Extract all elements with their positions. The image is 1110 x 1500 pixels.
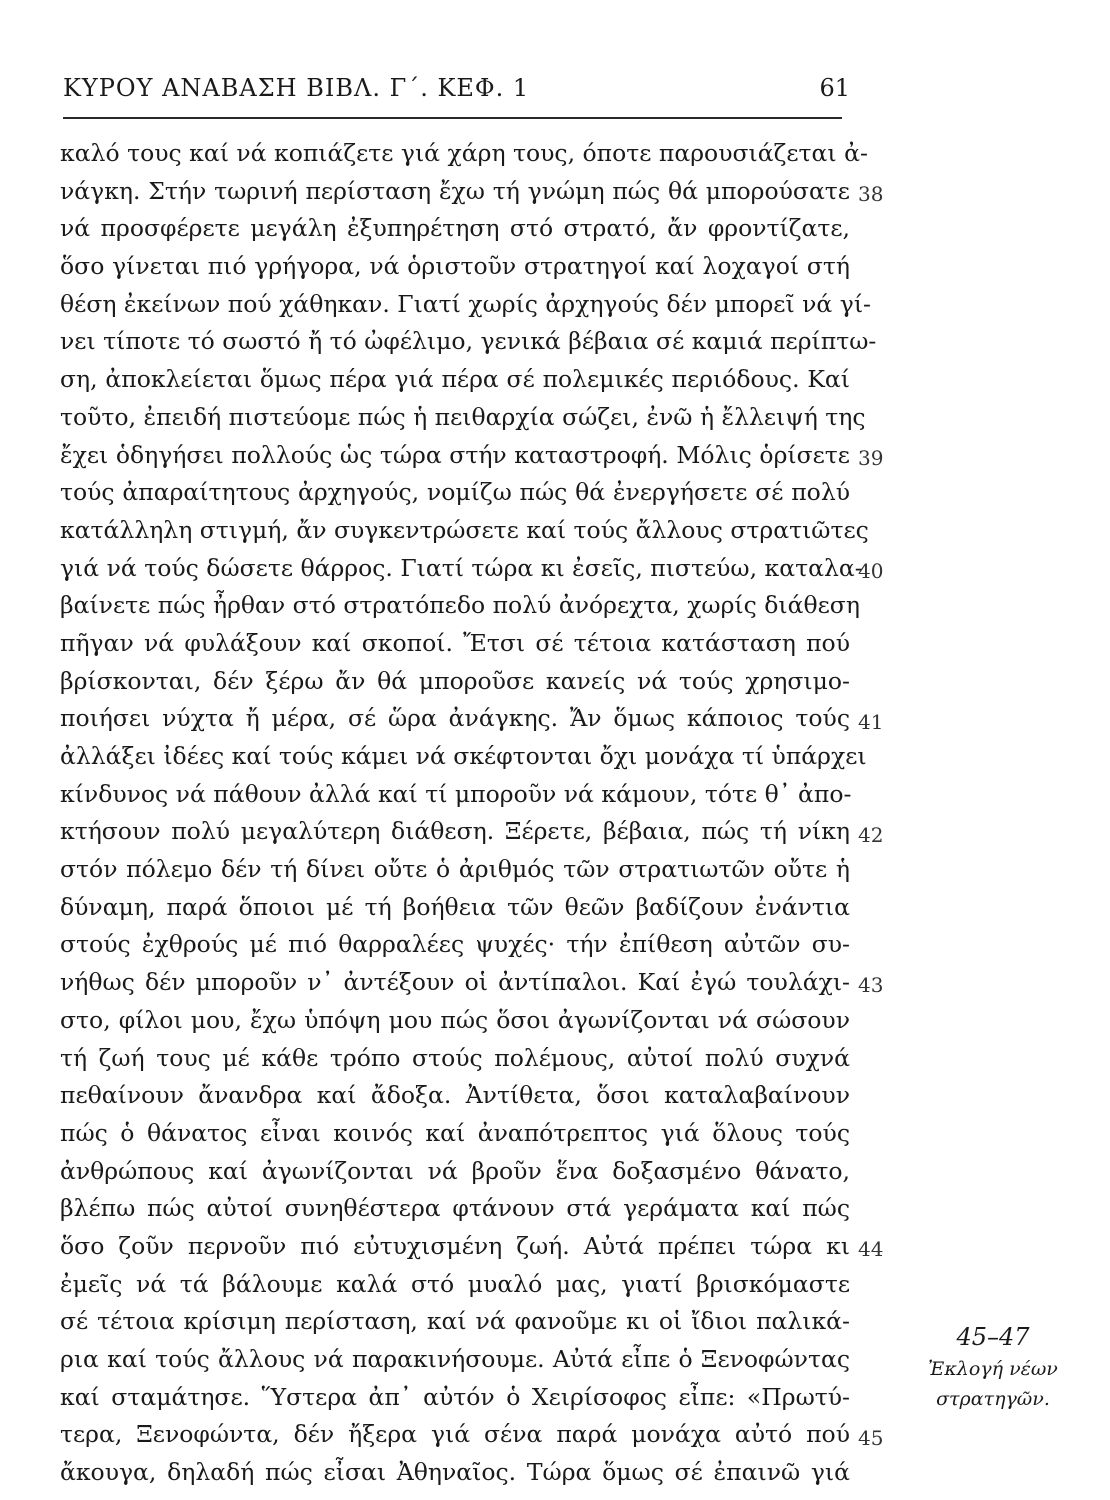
text-line: ὅσο γίνεται πιό γρήγορα, νά ὁριστοῦν στρατηγοί καί λοχαγοί στή [60, 252, 850, 281]
text-line: ἔχει ὁδηγήσει πολλούς ὡς τώρα στήν καταστροφή. Μόλις ὁρίσετε [60, 440, 850, 469]
text-line: σέ τέτοια κρίσιμη περίσταση, καί νά φανοῦμε κι οἱ ἴδιοι παλικά- [60, 1307, 850, 1336]
verse-number: 44 [858, 1237, 884, 1262]
page-number: 61 [819, 74, 850, 102]
text-line: ποιήσει νύχτα ἤ μέρα, σέ ὥρα ἀνάγκης. Ἄν ὅμως κάποιος τούς [60, 704, 850, 733]
text-line: καί σταμάτησε. Ὕστερα ἀπ᾽ αὐτόν ὁ Χειρίσοφος εἶπε: «Πρωτύ- [60, 1382, 850, 1411]
text-line: γιά νά τούς δώσετε θάρρος. Γιατί τώρα κι ἐσεῖς, πιστεύω, καταλα- [60, 553, 863, 582]
text-line: κατάλληλη στιγμή, ἄν συγκεντρώσετε καί τούς ἄλλους στρατιῶτες [60, 515, 869, 544]
text-line: δύναμη, παρά ὅποιοι μέ τή βοήθεια τῶν θεῶν βαδίζουν ἐνάντια [60, 892, 850, 921]
text-line: κτήσουν πολύ μεγαλύτερη διάθεση. Ξέρετε, βέβαια, πώς τή νίκη [60, 817, 850, 846]
text-line: κίνδυνος νά πάθουν ἀλλά καί τί μποροῦν νά κάμουν, τότε θ᾽ ἀπο- [60, 779, 852, 808]
text-line: πεθαίνουν ἄνανδρα καί ἄδοξα. Ἀντίθετα, ὅσοι καταλαβαίνουν [60, 1081, 850, 1110]
text-line: θέση ἐκείνων πού χάθηκαν. Γιατί χωρίς ἀρχηγούς δέν μπορεῖ νά γί- [60, 289, 871, 318]
text-line: καλό τους καί νά κοπιάζετε γιά χάρη τους, όποτε παρουσιάζεται ἀ- [60, 139, 868, 167]
text-line: νάγκη. Στήν τωρινή περίσταση ἔχω τή γνώμη πώς θά μπορούσατε [60, 176, 850, 205]
text-line: ἀνθρώπους καί ἀγωνίζονται νά βροῦν ἕνα δοξασμένο θάνατο, [60, 1156, 850, 1185]
text-line: τούς ἀπαραίτητους ἀρχηγούς, νομίζω πώς θά ἐνεργήσετε σέ πολύ [60, 478, 850, 507]
text-line: νά προσφέρετε μεγάλη ἐξυπηρέτηση στό στρατό, ἄν φροντίζατε, [60, 214, 850, 243]
text-line: ἐμεῖς νά τά βάλουμε καλά στό μυαλό μας, γιατί βρισκόμαστε [60, 1269, 850, 1298]
text-line: τερα, Ξενοφώντα, δέν ἤξερα γιά σένα παρά μονάχα αὐτό πού [60, 1420, 850, 1449]
text-line: νήθως δέν μποροῦν ν᾽ ἀντέξουν οἱ ἀντίπαλοι. Καί ἐγώ τουλάχι- [60, 968, 850, 997]
verse-number: 43 [858, 973, 884, 998]
text-line: βαίνετε πώς ἦρθαν στό στρατόπεδο πολύ ἀνόρεχτα, χωρίς διάθεση [60, 591, 860, 620]
margin-note-range: 45–47 [956, 1323, 1030, 1351]
text-line: ἀλλάξει ἰδέες καί τούς κάμει νά σκέφτονται ὄχι μονάχα τί ὑπάρχει [60, 742, 867, 770]
text-line: βρίσκονται, δέν ξέρω ἄν θά μποροῦσε κανείς νά τούς χρησιμο- [60, 666, 850, 695]
running-head [63, 70, 850, 114]
header-rule [63, 117, 842, 119]
margin-note-caption-line-2: στρατηγῶν. [936, 1388, 1050, 1410]
text-line: ὅσο ζοῦν περνοῦν πιό εὐτυχισμένη ζωή. Αὐτά πρέπει τώρα κι [60, 1231, 850, 1260]
text-line: πώς ὁ θάνατος εἶναι κοινός καί ἀναπότρεπτος γιά ὅλους τούς [60, 1118, 850, 1147]
margin-note [908, 1320, 1078, 1414]
running-title: ΚΥΡΟΥ ΑΝΑΒΑΣΗ ΒΙΒΛ. Γ΄. ΚΕΦ. 1 [63, 74, 530, 102]
text-line: στούς ἐχθρούς μέ πιό θαρραλέες ψυχές· τήν ἐπίθεση αὐτῶν συ- [60, 930, 850, 959]
verse-number: 41 [858, 709, 884, 734]
text-line: βλέπω πώς αὐτοί συνηθέστερα φτάνουν στά γεράματα καί πώς [60, 1194, 850, 1223]
verse-number: 38 [858, 181, 884, 206]
verse-number: 39 [858, 445, 884, 470]
text-line: ἄκουγα, δηλαδή πώς εἶσαι Ἀθηναῖος. Τώρα ὅμως σέ ἐπαινῶ γιά [60, 1458, 850, 1487]
text-line: πῆγαν νά φυλάξουν καί σκοποί. Ἔτσι σέ τέτοια κατάσταση πού [60, 628, 850, 657]
verse-number: 45 [858, 1425, 884, 1450]
verse-number: 40 [858, 558, 884, 583]
text-line: τοῦτο, ἐπειδή πιστεύομε πώς ἡ πειθαρχία σώζει, ἐνῶ ἡ ἔλλειψή της [60, 402, 866, 431]
text-line: ση, ἀποκλείεται ὅμως πέρα γιά πέρα σέ πολεμικές περιόδους. Καί [60, 365, 850, 394]
text-line: νει τίποτε τό σωστό ἤ τό ὠφέλιμο, γενικά βέβαια σέ καμιά περίπτω- [60, 327, 877, 356]
verse-number: 42 [858, 822, 884, 847]
margin-note-caption-line-1: Ἐκλογή νέων [928, 1358, 1058, 1380]
text-line: στο, φίλοι μου, ἔχω ὑπόψη μου πώς ὅσοι ἀγωνίζονται νά σώσουν [60, 1005, 850, 1034]
text-line: τή ζωή τους μέ κάθε τρόπο στούς πολέμους, αὐτοί πολύ συχνά [60, 1043, 850, 1072]
text-line: στόν πόλεμο δέν τή δίνει οὔτε ὁ ἀριθμός τῶν στρατιωτῶν οὔτε ἡ [60, 855, 850, 884]
text-line: ρια καί τούς ἄλλους νά παρακινήσουμε. Αὐτά εἶπε ὁ Ξενοφώντας [60, 1345, 850, 1373]
